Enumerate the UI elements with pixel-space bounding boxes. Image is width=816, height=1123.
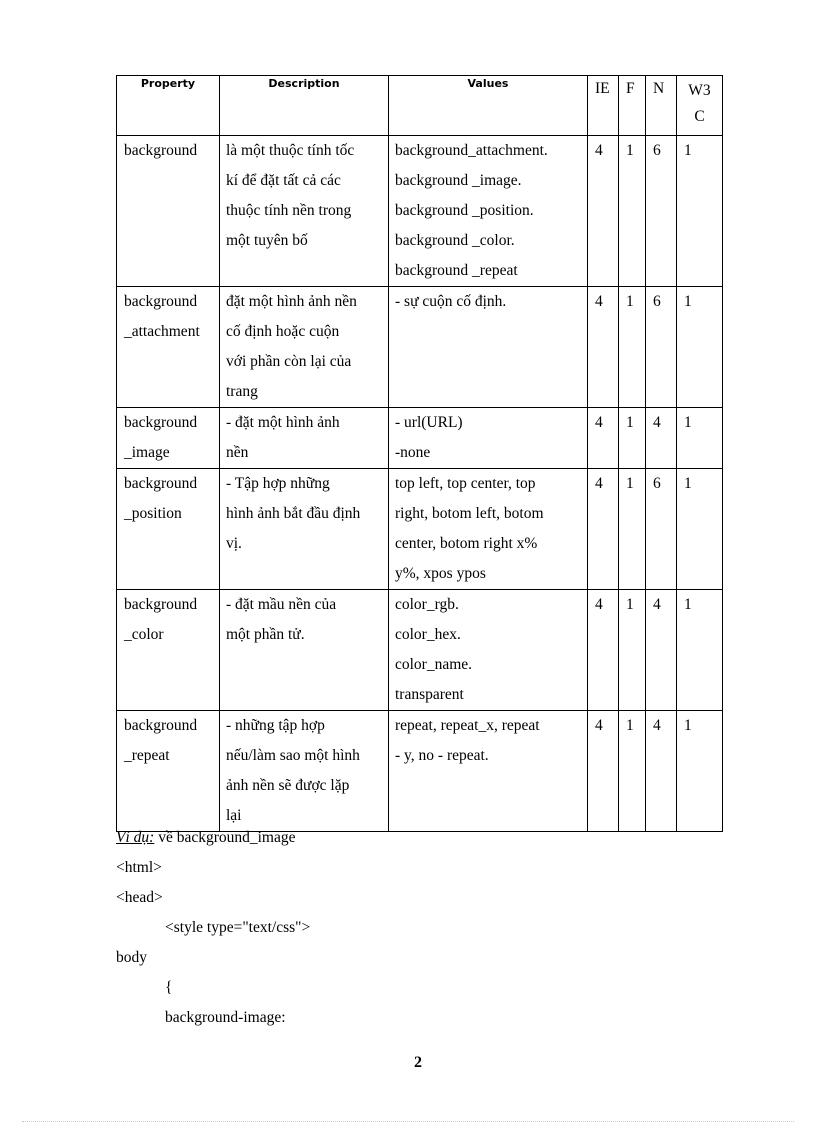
values-cell-line: - url(URL) [395, 414, 463, 431]
property-cell [117, 711, 220, 832]
ie-cell: 4 [588, 711, 619, 832]
w3c-cell: 1 [677, 136, 723, 287]
values-cell-line: right, botom left, botom [395, 505, 544, 522]
description-cell-line: một tuyên bố [226, 232, 308, 249]
description-cell-line: kí để đặt tất cả các [226, 172, 341, 189]
description-cell-line: thuộc tính nền trong [226, 202, 352, 219]
description-cell-line: cố định hoặc cuộn [226, 323, 340, 340]
code-line: <style type="text/css"> [165, 919, 311, 936]
property-cell-line: _color [124, 626, 164, 643]
values-cell-line: transparent [395, 686, 464, 703]
property-cell-line: background [124, 596, 198, 613]
code-line: { [165, 979, 173, 996]
f-cell: 1 [619, 136, 646, 287]
w3c-cell: 1 [677, 408, 723, 469]
property-cell-line: background [124, 142, 198, 159]
description-cell [220, 408, 389, 469]
property-cell [117, 136, 220, 287]
ie-cell: 4 [588, 469, 619, 590]
header-property: Property [117, 76, 220, 136]
code-line: background-image: [165, 1009, 286, 1026]
property-cell [117, 590, 220, 711]
values-cell [389, 136, 588, 287]
values-cell-line: background_attachment. [395, 142, 548, 159]
example-title-text: về background_image [154, 829, 296, 846]
description-cell-line: ảnh nền sẽ được lặp [226, 777, 350, 794]
description-cell-line: với phần còn lại của [226, 353, 352, 370]
values-cell-line: background _repeat [395, 262, 518, 279]
values-cell [389, 469, 588, 590]
description-cell-line: vị. [226, 535, 242, 552]
n-cell: 6 [646, 287, 677, 408]
css-background-properties-table [116, 75, 723, 832]
table-row [117, 469, 723, 590]
table-row [117, 287, 723, 408]
ie-cell: 4 [588, 287, 619, 408]
values-cell-line: - y, no - repeat. [395, 747, 489, 764]
description-cell [220, 469, 389, 590]
values-cell [389, 590, 588, 711]
values-cell-line: repeat, repeat_x, repeat [395, 717, 540, 734]
n-cell: 4 [646, 408, 677, 469]
example-code-block [116, 823, 310, 1033]
n-cell: 6 [646, 136, 677, 287]
values-cell [389, 408, 588, 469]
values-cell-line: -none [395, 444, 431, 461]
property-cell [117, 408, 220, 469]
property-cell-line: background [124, 293, 198, 310]
header-n: N [646, 76, 677, 136]
f-cell: 1 [619, 711, 646, 832]
header-w3c-line: C [694, 108, 705, 125]
w3c-cell: 1 [677, 287, 723, 408]
table-body [117, 136, 723, 832]
description-cell-line: là một thuộc tính tốc [226, 142, 355, 159]
f-cell: 1 [619, 469, 646, 590]
ie-cell: 4 [588, 408, 619, 469]
property-cell [117, 287, 220, 408]
description-cell-line: lại [226, 807, 242, 824]
f-cell: 1 [619, 590, 646, 711]
property-cell-line: background [124, 717, 198, 734]
header-w3c [677, 76, 723, 136]
description-cell-line: - đặt một hình ảnh [226, 414, 340, 431]
header-description: Description [220, 76, 389, 136]
values-cell-line: top left, top center, top [395, 475, 536, 492]
w3c-cell: 1 [677, 711, 723, 832]
description-cell-line: - Tập hợp những [226, 475, 330, 492]
table-header-row [117, 76, 723, 136]
values-cell [389, 287, 588, 408]
description-cell [220, 136, 389, 287]
page-number: 2 [414, 1054, 422, 1071]
description-cell [220, 287, 389, 408]
description-cell [220, 590, 389, 711]
property-cell-line: _position [124, 505, 182, 522]
w3c-cell: 1 [677, 469, 723, 590]
description-cell-line: trang [226, 383, 258, 400]
table-row [117, 590, 723, 711]
page-bottom-edge [22, 1121, 794, 1122]
description-cell-line: nếu/làm sao một hình [226, 747, 360, 764]
values-cell-line: center, botom right x% [395, 535, 538, 552]
header-w3c-line: W3 [688, 82, 711, 99]
n-cell: 4 [646, 711, 677, 832]
values-cell-line: color_name. [395, 656, 473, 673]
f-cell: 1 [619, 287, 646, 408]
property-cell [117, 469, 220, 590]
code-line: <head> [116, 889, 163, 906]
values-cell-line: background _color. [395, 232, 515, 249]
description-cell [220, 711, 389, 832]
property-cell-line: _image [124, 444, 170, 461]
header-ie: IE [588, 76, 619, 136]
values-cell-line: - sự cuộn cố định. [395, 293, 507, 310]
description-cell-line: đặt một hình ảnh nền [226, 293, 357, 310]
code-line: <html> [116, 859, 162, 876]
header-f: F [619, 76, 646, 136]
example-label: Ví dụ: [116, 829, 155, 846]
w3c-cell: 1 [677, 590, 723, 711]
values-cell-line: color_rgb. [395, 596, 459, 613]
values-cell-line: color_hex. [395, 626, 461, 643]
property-cell-line: background [124, 414, 198, 431]
f-cell: 1 [619, 408, 646, 469]
values-cell-line: y%, xpos ypos [395, 565, 486, 582]
values-cell-line: background _position. [395, 202, 534, 219]
table-row [117, 136, 723, 287]
values-cell [389, 711, 588, 832]
ie-cell: 4 [588, 590, 619, 711]
example-title [116, 823, 310, 853]
n-cell: 4 [646, 590, 677, 711]
table-row [117, 711, 723, 832]
property-cell-line: background [124, 475, 198, 492]
n-cell: 6 [646, 469, 677, 590]
ie-cell: 4 [588, 136, 619, 287]
description-cell-line: - đặt mầu nền của [226, 596, 337, 613]
property-cell-line: _attachment [124, 323, 200, 340]
values-cell-line: background _image. [395, 172, 522, 189]
table-row [117, 408, 723, 469]
description-cell-line: một phần tử. [226, 626, 305, 643]
code-line: body [116, 949, 147, 966]
property-cell-line: _repeat [124, 747, 170, 764]
header-values: Values [389, 76, 588, 136]
description-cell-line: nền [226, 444, 249, 461]
description-cell-line: hình ảnh bắt đầu định [226, 505, 361, 522]
description-cell-line: - những tập hợp [226, 717, 325, 734]
